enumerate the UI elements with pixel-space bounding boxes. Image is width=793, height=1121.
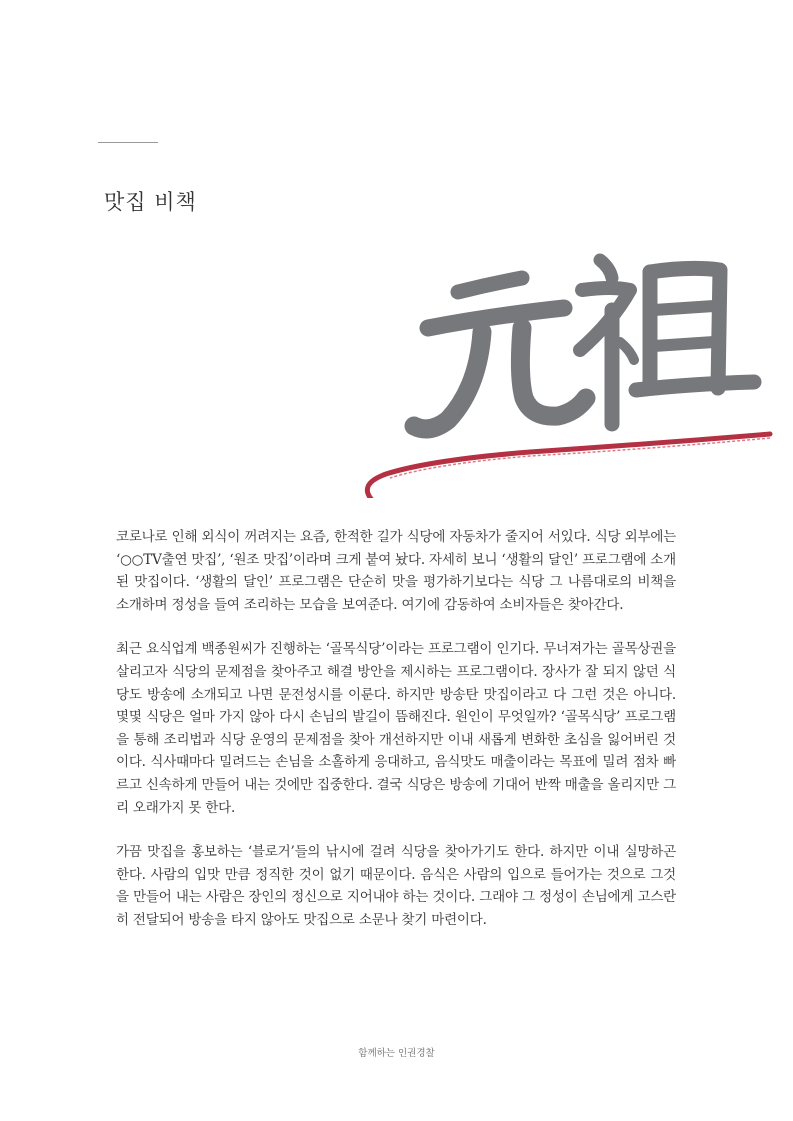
- section-title: 맛집 비책: [104, 190, 197, 214]
- paragraph: 가끔 맛집을 홍보하는 ‘블로거’들의 낚시에 걸려 식당을 찾아가기도 한다. 하지만 이내 실망하곤 한다. 사람의 입맛 만큼 정직한 것이 없기 때문이다. 음식은 사람의 입으로 들어가는 것으로 그것을 만들어 내는 사람은 장인의 정신으로 지어내야 하는 것이다. 그래야 그 정성이 손님에게 고스란히 전달되어 방송을 타지 않아도 맛집으로 소문나 찾기 마련이다.: [116, 844, 676, 928]
- zu-box-line1: [654, 306, 714, 310]
- yuan-left-leg: [414, 332, 482, 429]
- zu-box-top: [650, 268, 720, 388]
- article-body: [116, 526, 676, 954]
- yuan-top-stroke: [458, 278, 522, 292]
- zu-box-line2: [654, 342, 714, 346]
- zu-radical-tick: [620, 342, 634, 360]
- calligraphy-svg: [350, 238, 780, 498]
- calligraphy-illustration: [350, 238, 780, 498]
- yuan-right-leg: [520, 328, 586, 416]
- page-footer: 함께하는 인권경찰: [358, 1048, 435, 1059]
- paragraph: 최근 요식업계 백종원씨가 진행하는 ‘골목식당’이라는 프로그램이 인기다. 무너져가는 골목상권을 살리고자 식당의 문제점을 찾아주고 해결 방안을 제시하는 프로그램이다. 장사가 잘 되지 않던 식당도 방송에 소개되고 나면 문전성시를 이룬다. 하지만 방송탄 맛집이라고 다 그런 것은 아니다. 몇몇 식당은 얼마 가지 않아 다시 손님의 발길이 뜸해진다. 원인이 무엇일까? ‘골목식당’ 프로그램을 통해 조리법과 식당 운영의 문제점을 찾아 개선하지만 이내 새롭게 변화한 초심을 잃어버린 것이다. 식사때마다 밀려드는 손님을 소홀하게 응대하고, 음식맛도 매출이라는 목표에 밀려 점차 빠르고 신속하게 만들어 내는 것에만 집중한다. 결국 식당은 방송에 기대어 반짝 매출을 올리지만 그리 오래가지 못 한다.: [116, 641, 676, 816]
- red-brush-swoosh-texture: [390, 438, 770, 478]
- zu-base: [636, 382, 754, 390]
- yuan-second-stroke: [428, 308, 564, 328]
- top-divider: [98, 142, 158, 143]
- paragraph: 코로나로 인해 외식이 꺼려지는 요즘, 한적한 길가 식당에 자동차가 줄지어 서있다. 식당 외부에는 ‘○○TV출연 맛집’, ‘원조 맛집’이라며 크게 붙여 놨다. 자세히 보니 ‘생활의 달인’ 프로그램에 소개된 맛집이다. ‘생활의 달인’ 프로그램은 단순히 맛을 평가하기보다는 식당 그 나름대로의 비책을 소개하며 정성을 들여 조리하는 모습을 보여준다. 여기에 감동하여 소비자들은 찾아간다.: [116, 529, 676, 613]
- zu-dot: [600, 260, 612, 278]
